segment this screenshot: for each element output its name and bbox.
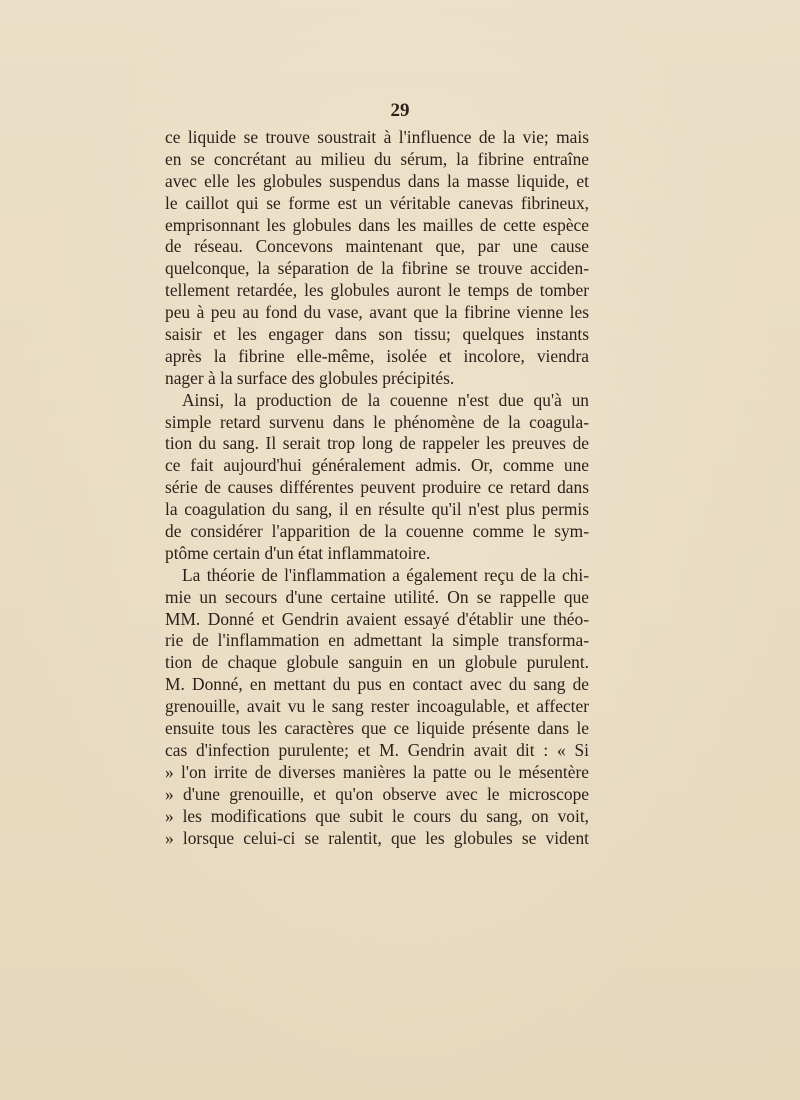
text-line: » les modifications que subit le cours du sang, on voit,: [165, 805, 589, 826]
text-line: » d'une grenouille, et qu'on observe avec le microscope: [165, 783, 589, 804]
text-line: avec elle les globules suspendus dans la masse liquide, et: [165, 170, 589, 191]
text-line: grenouille, avait vu le sang rester incoagulable, et affecter: [165, 696, 589, 717]
text-line: La théorie de l'inflammation a également reçu de la chi-: [182, 564, 589, 585]
text-line: emprisonnant les globules dans les mailles de cette espèce: [165, 214, 589, 235]
text-line: tion du sang. Il serait trop long de rappeler les preuves de: [165, 433, 589, 454]
text-line: rie de l'inflammation en admettant la simple transforma-: [165, 630, 589, 651]
text-line: saisir et les engager dans son tissu; quelques instants: [165, 324, 589, 345]
text-line: M. Donné, en mettant du pus en contact avec du sang de: [165, 674, 589, 695]
text-line: après la fibrine elle-même, isolée et incolore, viendra: [165, 345, 589, 366]
body-text: [165, 127, 589, 849]
text-line: ce liquide se trouve soustrait à l'influence de la vie; mais: [165, 127, 589, 147]
text-line: le caillot qui se forme est un véritable canevas fibrineux,: [165, 192, 589, 213]
text-line: ce fait aujourd'hui généralement admis. Or, comme une: [165, 455, 589, 476]
text-line: nager à la surface des globules précipités.: [165, 367, 455, 388]
text-line: en se concrétant au milieu du sérum, la fibrine entraîne: [165, 148, 589, 169]
text-line: quelconque, la séparation de la fibrine se trouve acciden-: [165, 258, 589, 279]
text-line: tion de chaque globule sanguin en un globule purulent.: [165, 652, 589, 673]
text-line: Ainsi, la production de la couenne n'est due qu'à un: [182, 389, 589, 410]
text-line: simple retard survenu dans le phénomène de la coagula-: [165, 411, 589, 432]
text-line: mie un secours d'une certaine utilité. On se rappelle que: [165, 586, 589, 607]
text-line: ptôme certain d'un état inflammatoire.: [165, 542, 431, 563]
text-line: peu à peu au fond du vase, avant que la fibrine vienne les: [165, 302, 589, 323]
text-line: de considérer l'apparition de la couenne comme le sym-: [165, 521, 589, 542]
text-line: ensuite tous les caractères que ce liquide présente dans le: [165, 718, 589, 739]
text-line: de réseau. Concevons maintenant que, par une cause: [165, 236, 589, 257]
text-line: » lorsque celui-ci se ralentit, que les globules se vident: [165, 827, 589, 848]
text-line: série de causes différentes peuvent produire ce retard dans: [165, 477, 589, 498]
text-line: tellement retardée, les globules auront le temps de tomber: [165, 280, 589, 301]
text-line: MM. Donné et Gendrin avaient essayé d'établir une théo-: [165, 608, 589, 629]
text-line: la coagulation du sang, il en résulte qu'il n'est plus permis: [165, 499, 589, 520]
page-number: 29: [390, 100, 410, 121]
text-line: » l'on irrite de diverses manières la patte ou le mésentère: [165, 761, 589, 782]
text-line: cas d'infection purulente; et M. Gendrin avait dit : « Si: [165, 739, 589, 760]
